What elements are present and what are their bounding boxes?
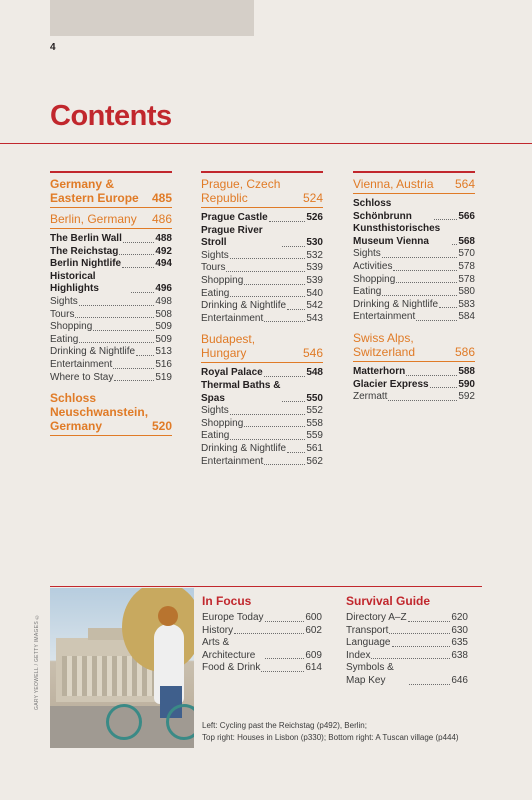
toc-entry[interactable] [201,225,323,250]
entry-label: Eating [50,333,79,345]
toc-entry[interactable] [50,258,172,271]
entry-page-number: 620 [451,612,468,623]
leader-dots [264,464,305,465]
photo-caption [202,720,492,744]
entry-label: Schloss Schönbrunn [353,198,412,222]
section-page-number: 586 [454,344,475,359]
toc-entry[interactable] [353,379,475,392]
leader-dots [230,414,306,415]
leader-dots [371,658,450,659]
entry-label: Directory A–Z [346,612,407,623]
toc-entry[interactable] [353,286,475,299]
entry-page-number: 539 [306,262,323,274]
leader-dots [396,282,457,283]
leader-dots [114,380,154,381]
entry-page-number: 508 [155,308,172,320]
column-top-rule [201,171,323,173]
entry-page-number: 492 [155,245,172,257]
leader-dots [382,257,458,258]
leader-dots [264,321,305,322]
toc-entry[interactable] [201,430,323,443]
entry-page-number: 526 [306,212,323,223]
survival-guide-list [346,612,468,688]
toc-entry[interactable] [201,418,323,431]
entry-page-number: 638 [451,649,468,661]
entry-page-number: 496 [155,283,172,295]
entry-label: Prague Castle [201,212,268,223]
entry-page-number: 516 [155,358,172,370]
toc-entry[interactable] [201,288,323,301]
leader-dots [230,439,305,440]
entry-label: Where to Stay [50,371,114,383]
toc-entry[interactable] [353,391,475,404]
leader-dots [79,305,155,306]
bottom-divider [50,586,482,587]
toc-entry[interactable] [50,271,172,296]
leader-dots [416,320,457,321]
leader-dots [113,368,154,369]
toc-entry[interactable] [346,612,468,625]
toc-entry[interactable] [201,212,323,225]
toc-entry[interactable] [353,261,475,274]
entry-label: Berlin Nightlife [50,258,122,270]
entry-page-number: 630 [451,624,468,636]
entry-label: Historical Highlights [50,270,99,295]
subsection-underline [50,228,172,229]
entry-label: Eating [353,286,382,298]
entry-label: Food & Drink [202,662,261,674]
section-page-number: 485 [151,191,172,205]
entry-page-number: 559 [306,430,323,442]
toc-entry[interactable] [201,262,323,275]
in-focus-list [202,612,322,675]
toc-entry[interactable] [50,321,172,334]
toc-entry[interactable] [50,309,172,322]
entry-label: Drinking & Nightlife [201,300,287,312]
leader-dots [261,671,304,672]
section-title: Prague, Czech Republic [201,177,281,205]
entry-label: Sights [50,295,78,307]
entry-label: Index [346,649,371,661]
subsection-page-number: 486 [151,212,172,226]
toc-entry[interactable] [201,405,323,418]
entry-label: Sights [201,249,229,261]
toc-entry[interactable] [201,456,323,469]
entry-page-number: 588 [458,365,475,377]
toc-entry[interactable] [346,637,468,650]
leader-dots [265,621,305,622]
toc-entry[interactable] [50,296,172,309]
leader-dots [264,376,306,377]
entry-label: Entertainment [50,358,113,370]
toc-entry[interactable] [50,334,172,347]
caption-line-2: Top right: Houses in Lisbon (p330); Bottom right: A Tuscan village (p444) [202,733,459,742]
toc-entry[interactable] [50,372,172,385]
section-underline [201,207,323,208]
leader-dots [388,400,457,401]
leader-dots [282,401,305,402]
section-page-number: 520 [151,419,172,434]
survival-guide-section [346,594,468,688]
entry-page-number: 646 [451,674,468,686]
bicycle-wheel [166,704,194,740]
toc-entry[interactable] [346,650,468,663]
section-page-number: 564 [454,177,475,191]
subsection-heading[interactable] [50,212,172,226]
contents-column-1 [50,171,172,440]
section-title: Schloss Neuschwanstein, Germany [50,391,149,434]
section-gap [353,324,475,331]
section-underline [50,207,172,208]
leader-dots [392,646,451,647]
section-title: Vienna, Austria [353,177,434,191]
photo-credit: GARY YEOWELL / GETTY IMAGES © [34,613,40,710]
entry-label: Shopping [50,321,93,333]
leader-dots [244,426,305,427]
entry-label: Eating [201,430,230,442]
entry-page-number: 600 [305,612,322,623]
entry-page-number: 578 [458,260,475,272]
toc-entry[interactable] [353,299,475,312]
page-number: 4 [50,42,56,53]
leader-dots [382,295,457,296]
entry-label: Arts & Architecture [202,637,256,661]
entry-label: Transport [346,624,389,636]
toc-entry[interactable] [202,625,322,638]
entry-page-number: 635 [451,637,468,649]
toc-entry[interactable] [50,359,172,372]
entry-label: Thermal Baths & Spas [201,379,281,404]
entry-page-number: 498 [155,295,172,307]
leader-dots [265,658,304,659]
leader-dots [282,246,305,247]
entry-page-number: 519 [155,371,172,383]
leader-dots [393,270,457,271]
toc-entry[interactable] [201,367,323,380]
entry-page-number: 488 [155,233,172,244]
section-underline [353,361,475,362]
section-underline [50,435,172,436]
entry-label: Language [346,637,391,649]
entry-label: Prague River Stroll [201,224,263,249]
entry-page-number: 494 [155,258,172,270]
toc-entry[interactable] [201,275,323,288]
section-page-number: 546 [302,346,323,361]
contents-column-2 [201,171,323,468]
entry-label: Tours [50,308,75,320]
toc-entry[interactable] [202,612,322,625]
column-top-rule [353,171,475,173]
toc-entry[interactable] [50,246,172,259]
leader-dots [226,271,305,272]
toc-entry[interactable] [201,250,323,263]
leader-dots [93,330,154,331]
entry-page-number: 532 [306,249,323,261]
section-heading[interactable] [353,177,475,191]
toc-entry[interactable] [353,198,475,223]
section-underline [201,362,323,363]
leader-dots [389,633,450,634]
entry-label: Shopping [353,273,396,285]
leader-dots [434,219,457,220]
survival-guide-heading: Survival Guide [346,594,431,608]
leader-dots [230,258,306,259]
entry-page-number: 578 [458,273,475,285]
entry-page-number: 566 [458,210,475,222]
leader-dots [79,342,154,343]
entry-label: The Reichstag [50,245,119,257]
entry-page-number: 509 [155,321,172,333]
entry-page-number: 592 [458,391,475,403]
leader-dots [234,633,304,634]
toc-entry[interactable] [201,443,323,456]
leader-dots [430,387,458,388]
leader-dots [409,684,450,685]
toc-entry[interactable] [201,380,323,405]
section-heading[interactable] [201,177,323,205]
toc-entry[interactable] [201,300,323,313]
section-title: Budapest, Hungary [201,332,256,361]
entry-page-number: 584 [458,311,475,323]
contents-column-3 [353,171,475,404]
section-title: Germany & Eastern Europe [50,177,139,205]
entry-page-number: 548 [306,367,323,379]
section-gap [50,384,172,391]
toc-entry[interactable] [353,366,475,379]
entry-page-number: 550 [306,392,323,404]
entry-label: Tours [201,262,226,274]
in-focus-heading: In Focus [202,594,252,608]
entry-page-number: 568 [458,235,475,247]
entry-label: Activities [353,260,393,272]
leader-dots [452,244,457,245]
section-underline [353,193,475,194]
toc-entry[interactable] [353,274,475,287]
entry-label: Entertainment [201,312,264,324]
page-title: Contents [50,100,172,132]
entry-page-number: 542 [306,300,323,312]
leader-dots [136,355,154,356]
section-heading[interactable] [201,332,323,360]
entry-page-number: 509 [155,333,172,345]
leader-dots [122,267,154,268]
entry-page-number: 602 [305,624,322,636]
leader-dots [269,221,306,222]
leader-dots [244,284,305,285]
entry-page-number: 562 [306,455,323,467]
entry-page-number: 539 [306,274,323,286]
entry-page-number: 614 [305,662,322,674]
toc-entry[interactable] [201,313,323,326]
leader-dots [230,296,305,297]
entry-page-number: 558 [306,417,323,429]
toc-entry[interactable] [202,662,322,675]
toc-entry[interactable] [346,662,468,687]
leader-dots [287,309,305,310]
in-focus-section [202,594,322,675]
toc-entry[interactable] [50,346,172,359]
entry-page-number: 561 [306,442,323,454]
entry-label: History [202,624,234,636]
entry-page-number: 540 [306,287,323,299]
entry-label: Entertainment [353,311,416,323]
leader-dots [75,317,154,318]
subsection-title: Berlin, Germany [50,212,137,226]
entry-page-number: 543 [306,312,323,324]
entry-label: Kunsthistorisches Museum Vienna [353,223,441,247]
caption-line-1: Left: Cycling past the Reichstag (p492), Berlin; [202,721,367,730]
entry-page-number: 583 [458,298,475,310]
entry-page-number: 552 [306,405,323,417]
entry-label: Europe Today [202,612,264,623]
entry-label: Sights [201,405,229,417]
entry-page-number: 590 [458,378,475,390]
entry-page-number: 570 [458,248,475,260]
reichstag-cyclist-photo [50,588,194,748]
entry-page-number: 580 [458,286,475,298]
entry-label: Drinking & Nightlife [353,298,439,310]
entry-page-number: 513 [155,346,172,358]
section-title: Swiss Alps, Switzerland [353,330,416,359]
entry-label: Eating [201,287,230,299]
entry-label: Zermatt [353,391,388,403]
section-page-number: 524 [302,191,323,205]
toc-entry[interactable] [353,248,475,261]
entry-label: Glacier Express [353,378,429,390]
entry-label: Sights [353,248,381,260]
leader-dots [119,254,154,255]
leader-dots [439,307,457,308]
entry-label: Drinking & Nightlife [201,442,287,454]
toc-entry[interactable] [353,223,475,248]
entry-label: The Berlin Wall [50,233,122,244]
section-heading[interactable] [50,177,172,205]
entry-label: Shopping [201,417,244,429]
leader-dots [123,242,154,243]
entry-label: Matterhorn [353,365,406,377]
leader-dots [287,452,305,453]
entry-label: Symbols & Map Key [346,662,394,686]
toc-entry[interactable] [346,625,468,638]
leader-dots [406,375,457,376]
entry-page-number: 530 [306,237,323,249]
toc-entry[interactable] [202,637,322,662]
leader-dots [408,621,451,622]
entry-page-number: 609 [305,649,322,661]
entry-label: Royal Palace [201,367,263,379]
section-heading[interactable] [50,391,172,433]
column-top-rule [50,171,172,173]
entry-label: Drinking & Nightlife [50,346,136,358]
title-divider [0,143,532,144]
section-gap [201,325,323,332]
bicycle-wheel [106,704,142,740]
toc-entry[interactable] [353,311,475,324]
entry-label: Shopping [201,274,244,286]
toc-entry[interactable] [50,233,172,246]
entry-label: Entertainment [201,455,264,467]
leader-dots [131,292,154,293]
header-tab-bar [50,0,254,36]
section-heading[interactable] [353,331,475,359]
